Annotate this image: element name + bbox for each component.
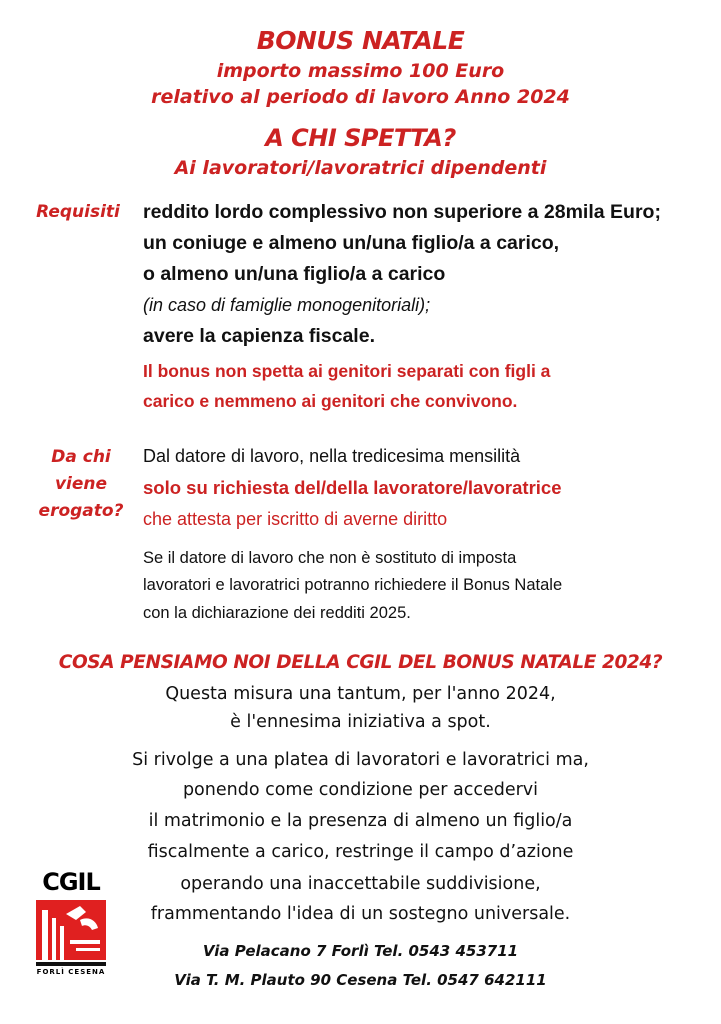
opinione-para2-line: ponendo come condizione per accedervi [182,780,539,800]
requisito-line: reddito lordo complessivo non superiore a 28mila Euro; [143,201,661,223]
requisiti-note: carico e nemmeno ai genitori che convivono. [143,391,518,411]
footer-address-forli: Via Pelacano 7 Forlì Tel. 0543 453711 [202,942,519,960]
erogazione-line: che attesta per iscritto di averne diritto [143,509,448,529]
opinione-para2-line: frammentando l'idea di un sostegno universale. [150,904,571,924]
requisito-line: (in caso di famiglie monogenitoriali); [143,295,431,315]
erogazione-label-line: Da chi [51,447,111,467]
cgil-logo [30,868,112,980]
erogazione-label [26,444,136,525]
cgil-logo-sub: FORLÌ CESENA [36,968,106,976]
erogazione-label-line: erogato? [38,501,124,521]
requisito-line: un coniuge e almeno un/una figlio/a a carico, [143,232,560,254]
opinione-heading: COSA PENSIAMO NOI DELLA CGIL DEL BONUS NATALE 2024? [58,652,663,673]
footer-address-cesena: Via T. M. Plauto 90 Cesena Tel. 0547 642111 [174,971,547,989]
opinione-para2-line: Si rivolge a una platea di lavoratori e lavoratrici ma, [132,750,589,770]
erogazione-label-line: viene [54,474,108,494]
subtitle-period: relativo al periodo di lavoro Anno 2024 [151,86,570,108]
erogazione-line: solo su richiesta del/della lavoratore/lavoratrice [143,477,562,498]
question-heading: A CHI SPETTA? [265,124,456,152]
requisiti-label: Requisiti [36,202,120,222]
erogazione-line: Dal datore di lavoro, nella tredicesima mensilità [143,446,521,466]
requisito-line: o almeno un/una figlio/a a carico [143,263,446,285]
opinione-para2-line: il matrimonio e la presenza di almeno un figlio/a [148,811,573,831]
subtitle-amount: importo massimo 100 Euro [216,60,505,82]
erogazione-note: con la dichiarazione dei redditi 2025. [143,604,411,622]
question-answer: Ai lavoratori/lavoratrici dipendenti [174,157,547,179]
erogazione-note: lavoratori e lavoratrici potranno richiedere il Bonus Natale [143,576,563,594]
cgil-logo-text: CGIL [42,868,100,896]
requisiti-note: Il bonus non spetta ai genitori separati con figli a [143,361,551,381]
opinione-para1-line: Questa misura una tantum, per l'anno 2024, [165,684,556,704]
opinione-para2-line: fiscalmente a carico, restringe il campo d’azione [147,842,574,862]
title: BONUS NATALE [256,26,465,55]
opinione-para1-line: è l'ennesima iniziativa a spot. [230,712,491,732]
opinione-para2-line: operando una inaccettabile suddivisione, [180,874,541,894]
requisito-line: avere la capienza fiscale. [143,325,375,347]
erogazione-note: Se il datore di lavoro che non è sostituto di imposta [143,549,517,567]
